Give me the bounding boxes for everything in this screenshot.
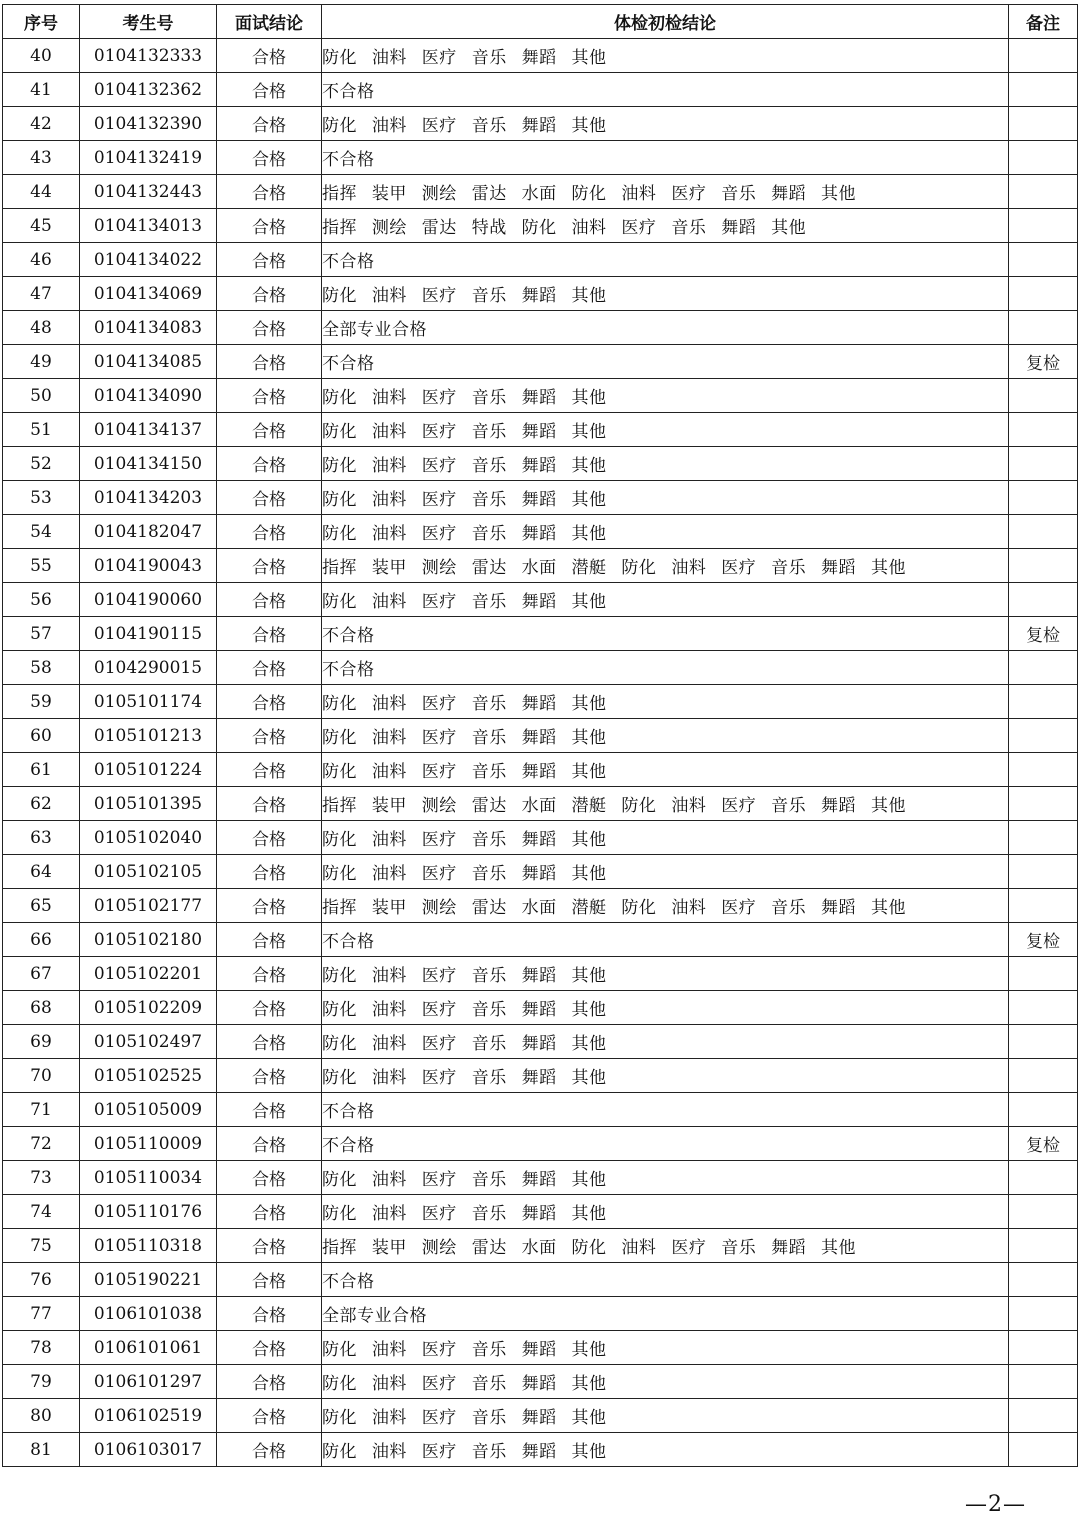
cell-physical-exam-result: 防化 油料 医疗 音乐 舞蹈 其他: [322, 277, 1009, 311]
cell-interview-result: 合格: [217, 1365, 322, 1399]
cell-physical-exam-result: 不合格: [322, 243, 1009, 277]
cell-interview-result: 合格: [217, 1059, 322, 1093]
cell-physical-exam-result: 防化 油料 医疗 音乐 舞蹈 其他: [322, 991, 1009, 1025]
cell-candidate-no: 0104182047: [80, 515, 217, 549]
cell-physical-exam-result: 不合格: [322, 1263, 1009, 1297]
cell-index: 49: [3, 345, 80, 379]
cell-candidate-no: 0104132362: [80, 73, 217, 107]
cell-remarks: [1009, 957, 1078, 991]
cell-index: 63: [3, 821, 80, 855]
table-row: [3, 821, 1078, 855]
cell-candidate-no: 0104134069: [80, 277, 217, 311]
cell-index: 40: [3, 39, 80, 73]
cell-physical-exam-result: 防化 油料 医疗 音乐 舞蹈 其他: [322, 1059, 1009, 1093]
cell-candidate-no: 0105102201: [80, 957, 217, 991]
cell-interview-result: 合格: [217, 311, 322, 345]
table-row: [3, 753, 1078, 787]
table-row: [3, 549, 1078, 583]
cell-index: 65: [3, 889, 80, 923]
cell-candidate-no: 0106101038: [80, 1297, 217, 1331]
table-row: [3, 1297, 1078, 1331]
cell-index: 67: [3, 957, 80, 991]
cell-index: 77: [3, 1297, 80, 1331]
table-row: [3, 583, 1078, 617]
cell-physical-exam-result: 防化 油料 医疗 音乐 舞蹈 其他: [322, 957, 1009, 991]
table-row: [3, 991, 1078, 1025]
cell-index: 55: [3, 549, 80, 583]
cell-index: 58: [3, 651, 80, 685]
table-row: [3, 787, 1078, 821]
cell-candidate-no: 0104134090: [80, 379, 217, 413]
cell-remarks: 复检: [1009, 345, 1078, 379]
cell-candidate-no: 0105101174: [80, 685, 217, 719]
cell-remarks: [1009, 1229, 1078, 1263]
cell-physical-exam-result: 不合格: [322, 73, 1009, 107]
cell-index: 46: [3, 243, 80, 277]
cell-candidate-no: 0106101297: [80, 1365, 217, 1399]
header-index: 序号: [3, 5, 80, 39]
cell-candidate-no: 0104190060: [80, 583, 217, 617]
cell-index: 42: [3, 107, 80, 141]
table-row: [3, 379, 1078, 413]
cell-index: 71: [3, 1093, 80, 1127]
cell-remarks: [1009, 1025, 1078, 1059]
table-row: [3, 447, 1078, 481]
cell-candidate-no: 0104132419: [80, 141, 217, 175]
cell-index: 45: [3, 209, 80, 243]
cell-physical-exam-result: 全部专业合格: [322, 1297, 1009, 1331]
cell-candidate-no: 0105102209: [80, 991, 217, 1025]
cell-physical-exam-result: 不合格: [322, 923, 1009, 957]
cell-candidate-no: 0104134085: [80, 345, 217, 379]
header-physical-exam-result: 体检初检结论: [322, 5, 1009, 39]
cell-index: 62: [3, 787, 80, 821]
cell-candidate-no: 0104134150: [80, 447, 217, 481]
cell-interview-result: 合格: [217, 73, 322, 107]
cell-physical-exam-result: 指挥 装甲 测绘 雷达 水面 防化 油料 医疗 音乐 舞蹈 其他: [322, 175, 1009, 209]
cell-physical-exam-result: 防化 油料 医疗 音乐 舞蹈 其他: [322, 1365, 1009, 1399]
cell-remarks: [1009, 209, 1078, 243]
cell-candidate-no: 0105102525: [80, 1059, 217, 1093]
cell-candidate-no: 0104190043: [80, 549, 217, 583]
cell-candidate-no: 0104134022: [80, 243, 217, 277]
table-row: [3, 923, 1078, 957]
cell-remarks: 复检: [1009, 617, 1078, 651]
cell-interview-result: 合格: [217, 413, 322, 447]
cell-interview-result: 合格: [217, 209, 322, 243]
cell-remarks: [1009, 243, 1078, 277]
cell-physical-exam-result: 防化 油料 医疗 音乐 舞蹈 其他: [322, 447, 1009, 481]
cell-remarks: [1009, 855, 1078, 889]
cell-interview-result: 合格: [217, 277, 322, 311]
table-row: [3, 243, 1078, 277]
cell-interview-result: 合格: [217, 753, 322, 787]
cell-remarks: [1009, 379, 1078, 413]
cell-remarks: [1009, 141, 1078, 175]
cell-candidate-no: 0105102105: [80, 855, 217, 889]
cell-candidate-no: 0104290015: [80, 651, 217, 685]
cell-candidate-no: 0104134013: [80, 209, 217, 243]
table-row: [3, 345, 1078, 379]
cell-index: 72: [3, 1127, 80, 1161]
cell-remarks: 复检: [1009, 923, 1078, 957]
cell-interview-result: 合格: [217, 1161, 322, 1195]
table-row: [3, 1195, 1078, 1229]
cell-remarks: [1009, 175, 1078, 209]
cell-interview-result: 合格: [217, 855, 322, 889]
cell-candidate-no: 0104132390: [80, 107, 217, 141]
cell-remarks: [1009, 991, 1078, 1025]
cell-index: 75: [3, 1229, 80, 1263]
cell-candidate-no: 0105102180: [80, 923, 217, 957]
cell-physical-exam-result: 防化 油料 医疗 音乐 舞蹈 其他: [322, 379, 1009, 413]
cell-interview-result: 合格: [217, 549, 322, 583]
cell-physical-exam-result: 防化 油料 医疗 音乐 舞蹈 其他: [322, 515, 1009, 549]
cell-interview-result: 合格: [217, 107, 322, 141]
cell-physical-exam-result: 不合格: [322, 651, 1009, 685]
cell-remarks: [1009, 481, 1078, 515]
cell-index: 54: [3, 515, 80, 549]
cell-candidate-no: 0104134203: [80, 481, 217, 515]
cell-index: 60: [3, 719, 80, 753]
cell-candidate-no: 0105101395: [80, 787, 217, 821]
cell-candidate-no: 0105190221: [80, 1263, 217, 1297]
cell-candidate-no: 0105110034: [80, 1161, 217, 1195]
table-row: [3, 311, 1078, 345]
cell-physical-exam-result: 防化 油料 医疗 音乐 舞蹈 其他: [322, 107, 1009, 141]
cell-remarks: [1009, 413, 1078, 447]
cell-candidate-no: 0104132443: [80, 175, 217, 209]
table-header: [3, 5, 1078, 39]
cell-physical-exam-result: 防化 油料 医疗 音乐 舞蹈 其他: [322, 39, 1009, 73]
cell-physical-exam-result: 防化 油料 医疗 音乐 舞蹈 其他: [322, 1195, 1009, 1229]
cell-interview-result: 合格: [217, 719, 322, 753]
table-body: [3, 39, 1078, 1467]
cell-physical-exam-result: 不合格: [322, 141, 1009, 175]
table-row: [3, 1263, 1078, 1297]
cell-remarks: [1009, 1433, 1078, 1467]
cell-physical-exam-result: 防化 油料 医疗 音乐 舞蹈 其他: [322, 753, 1009, 787]
cell-index: 76: [3, 1263, 80, 1297]
cell-interview-result: 合格: [217, 1229, 322, 1263]
header-interview-result: 面试结论: [217, 5, 322, 39]
cell-remarks: [1009, 107, 1078, 141]
cell-candidate-no: 0105110009: [80, 1127, 217, 1161]
cell-physical-exam-result: 指挥 装甲 测绘 雷达 水面 潜艇 防化 油料 医疗 音乐 舞蹈 其他: [322, 549, 1009, 583]
cell-interview-result: 合格: [217, 481, 322, 515]
cell-physical-exam-result: 不合格: [322, 617, 1009, 651]
header-remarks: 备注: [1009, 5, 1078, 39]
cell-candidate-no: 0104132333: [80, 39, 217, 73]
cell-interview-result: 合格: [217, 1331, 322, 1365]
cell-index: 44: [3, 175, 80, 209]
table-row: [3, 617, 1078, 651]
cell-index: 59: [3, 685, 80, 719]
cell-interview-result: 合格: [217, 447, 322, 481]
table-row: [3, 1331, 1078, 1365]
cell-index: 47: [3, 277, 80, 311]
cell-index: 64: [3, 855, 80, 889]
cell-physical-exam-result: 不合格: [322, 345, 1009, 379]
table-row: [3, 141, 1078, 175]
cell-remarks: [1009, 583, 1078, 617]
cell-remarks: [1009, 1195, 1078, 1229]
cell-candidate-no: 0105101224: [80, 753, 217, 787]
cell-index: 53: [3, 481, 80, 515]
cell-interview-result: 合格: [217, 175, 322, 209]
page-number: —2—: [965, 1492, 1026, 1517]
cell-candidate-no: 0105102040: [80, 821, 217, 855]
cell-physical-exam-result: 防化 油料 医疗 音乐 舞蹈 其他: [322, 1433, 1009, 1467]
cell-interview-result: 合格: [217, 617, 322, 651]
cell-remarks: [1009, 73, 1078, 107]
table-row: [3, 1161, 1078, 1195]
cell-interview-result: 合格: [217, 1093, 322, 1127]
cell-index: 48: [3, 311, 80, 345]
cell-remarks: [1009, 39, 1078, 73]
cell-remarks: [1009, 651, 1078, 685]
cell-candidate-no: 0105102177: [80, 889, 217, 923]
cell-index: 61: [3, 753, 80, 787]
cell-remarks: [1009, 549, 1078, 583]
cell-interview-result: 合格: [217, 141, 322, 175]
cell-remarks: [1009, 1331, 1078, 1365]
cell-remarks: [1009, 1365, 1078, 1399]
cell-physical-exam-result: 指挥 装甲 测绘 雷达 水面 防化 油料 医疗 音乐 舞蹈 其他: [322, 1229, 1009, 1263]
cell-remarks: [1009, 821, 1078, 855]
table-row: [3, 651, 1078, 685]
cell-index: 41: [3, 73, 80, 107]
cell-index: 78: [3, 1331, 80, 1365]
cell-interview-result: 合格: [217, 1433, 322, 1467]
cell-remarks: [1009, 1059, 1078, 1093]
table-row: [3, 209, 1078, 243]
results-table: [2, 4, 1078, 1467]
cell-physical-exam-result: 防化 油料 医疗 音乐 舞蹈 其他: [322, 1399, 1009, 1433]
table-row: [3, 515, 1078, 549]
cell-physical-exam-result: 防化 油料 医疗 音乐 舞蹈 其他: [322, 821, 1009, 855]
cell-interview-result: 合格: [217, 1399, 322, 1433]
cell-physical-exam-result: 防化 油料 医疗 音乐 舞蹈 其他: [322, 1161, 1009, 1195]
cell-interview-result: 合格: [217, 379, 322, 413]
cell-index: 73: [3, 1161, 80, 1195]
cell-candidate-no: 0104190115: [80, 617, 217, 651]
cell-index: 74: [3, 1195, 80, 1229]
cell-index: 70: [3, 1059, 80, 1093]
cell-physical-exam-result: 防化 油料 医疗 音乐 舞蹈 其他: [322, 855, 1009, 889]
cell-interview-result: 合格: [217, 685, 322, 719]
cell-remarks: [1009, 447, 1078, 481]
cell-physical-exam-result: 不合格: [322, 1093, 1009, 1127]
cell-index: 57: [3, 617, 80, 651]
table-row: [3, 481, 1078, 515]
cell-physical-exam-result: 防化 油料 医疗 音乐 舞蹈 其他: [322, 413, 1009, 447]
cell-physical-exam-result: 指挥 测绘 雷达 特战 防化 油料 医疗 音乐 舞蹈 其他: [322, 209, 1009, 243]
cell-candidate-no: 0105105009: [80, 1093, 217, 1127]
cell-interview-result: 合格: [217, 39, 322, 73]
table-row: [3, 957, 1078, 991]
header-candidate-no: 考生号: [80, 5, 217, 39]
cell-physical-exam-result: 不合格: [322, 1127, 1009, 1161]
cell-physical-exam-result: 指挥 装甲 测绘 雷达 水面 潜艇 防化 油料 医疗 音乐 舞蹈 其他: [322, 787, 1009, 821]
table-row: [3, 413, 1078, 447]
table-row: [3, 719, 1078, 753]
cell-remarks: [1009, 1093, 1078, 1127]
cell-interview-result: 合格: [217, 991, 322, 1025]
cell-remarks: [1009, 1161, 1078, 1195]
table-row: [3, 1127, 1078, 1161]
table-row: [3, 1229, 1078, 1263]
cell-interview-result: 合格: [217, 583, 322, 617]
cell-interview-result: 合格: [217, 515, 322, 549]
cell-index: 43: [3, 141, 80, 175]
cell-interview-result: 合格: [217, 821, 322, 855]
table-row: [3, 73, 1078, 107]
cell-interview-result: 合格: [217, 345, 322, 379]
table-row: [3, 855, 1078, 889]
cell-remarks: [1009, 277, 1078, 311]
table-row: [3, 39, 1078, 73]
table-row: [3, 1365, 1078, 1399]
cell-candidate-no: 0105110318: [80, 1229, 217, 1263]
cell-interview-result: 合格: [217, 787, 322, 821]
cell-remarks: [1009, 685, 1078, 719]
table-row: [3, 175, 1078, 209]
cell-interview-result: 合格: [217, 923, 322, 957]
cell-interview-result: 合格: [217, 1263, 322, 1297]
cell-index: 69: [3, 1025, 80, 1059]
cell-index: 79: [3, 1365, 80, 1399]
cell-candidate-no: 0104134137: [80, 413, 217, 447]
cell-index: 51: [3, 413, 80, 447]
cell-remarks: [1009, 1399, 1078, 1433]
cell-remarks: [1009, 1297, 1078, 1331]
cell-remarks: [1009, 1263, 1078, 1297]
cell-remarks: [1009, 311, 1078, 345]
cell-interview-result: 合格: [217, 1297, 322, 1331]
cell-remarks: [1009, 787, 1078, 821]
header-row: [3, 5, 1078, 39]
cell-physical-exam-result: 防化 油料 医疗 音乐 舞蹈 其他: [322, 1331, 1009, 1365]
cell-remarks: [1009, 753, 1078, 787]
cell-interview-result: 合格: [217, 651, 322, 685]
cell-index: 81: [3, 1433, 80, 1467]
cell-interview-result: 合格: [217, 1195, 322, 1229]
cell-physical-exam-result: 全部专业合格: [322, 311, 1009, 345]
table-row: [3, 1093, 1078, 1127]
cell-index: 52: [3, 447, 80, 481]
cell-remarks: [1009, 719, 1078, 753]
table-row: [3, 1399, 1078, 1433]
cell-index: 66: [3, 923, 80, 957]
cell-remarks: [1009, 889, 1078, 923]
cell-candidate-no: 0106102519: [80, 1399, 217, 1433]
table-row: [3, 1025, 1078, 1059]
cell-physical-exam-result: 防化 油料 医疗 音乐 舞蹈 其他: [322, 583, 1009, 617]
cell-candidate-no: 0106101061: [80, 1331, 217, 1365]
cell-candidate-no: 0105110176: [80, 1195, 217, 1229]
cell-index: 80: [3, 1399, 80, 1433]
cell-remarks: 复检: [1009, 1127, 1078, 1161]
table-row: [3, 277, 1078, 311]
cell-interview-result: 合格: [217, 889, 322, 923]
cell-remarks: [1009, 515, 1078, 549]
table-row: [3, 685, 1078, 719]
cell-index: 56: [3, 583, 80, 617]
cell-physical-exam-result: 防化 油料 医疗 音乐 舞蹈 其他: [322, 719, 1009, 753]
table-row: [3, 1059, 1078, 1093]
cell-physical-exam-result: 防化 油料 医疗 音乐 舞蹈 其他: [322, 685, 1009, 719]
table-row: [3, 889, 1078, 923]
cell-candidate-no: 0105102497: [80, 1025, 217, 1059]
cell-physical-exam-result: 防化 油料 医疗 音乐 舞蹈 其他: [322, 481, 1009, 515]
cell-physical-exam-result: 指挥 装甲 测绘 雷达 水面 潜艇 防化 油料 医疗 音乐 舞蹈 其他: [322, 889, 1009, 923]
cell-candidate-no: 0105101213: [80, 719, 217, 753]
table-row: [3, 107, 1078, 141]
cell-candidate-no: 0104134083: [80, 311, 217, 345]
cell-physical-exam-result: 防化 油料 医疗 音乐 舞蹈 其他: [322, 1025, 1009, 1059]
cell-interview-result: 合格: [217, 957, 322, 991]
table-row: [3, 1433, 1078, 1467]
cell-interview-result: 合格: [217, 1025, 322, 1059]
cell-interview-result: 合格: [217, 243, 322, 277]
cell-interview-result: 合格: [217, 1127, 322, 1161]
cell-index: 50: [3, 379, 80, 413]
cell-index: 68: [3, 991, 80, 1025]
cell-candidate-no: 0106103017: [80, 1433, 217, 1467]
